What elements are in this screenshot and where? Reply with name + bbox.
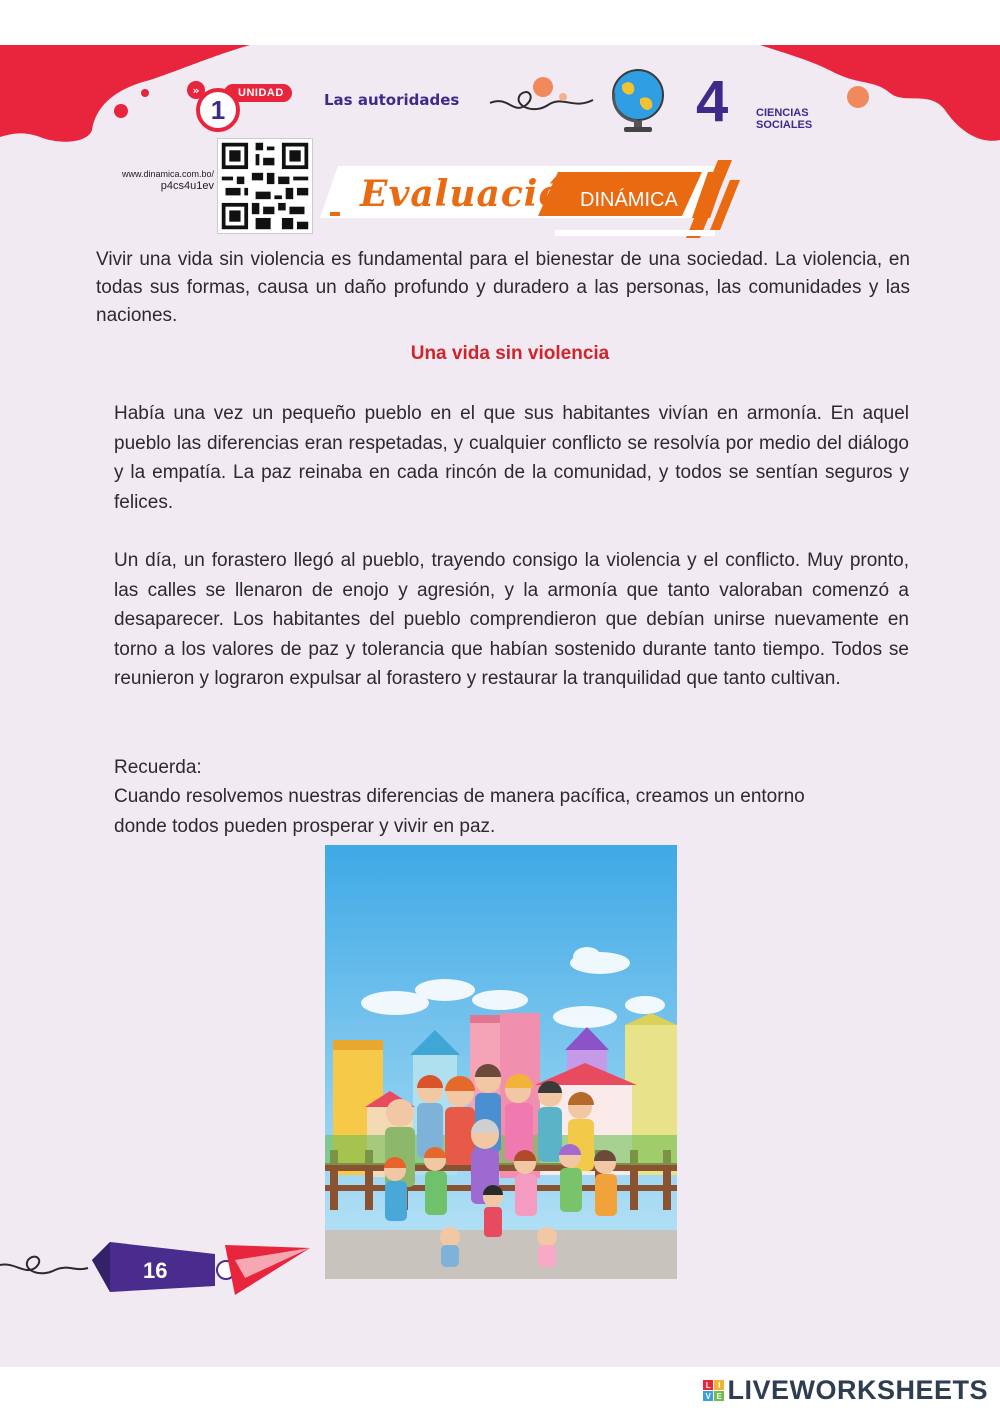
subject-line-1: CIENCIAS xyxy=(756,107,809,119)
logo-letter-e: E xyxy=(714,1391,724,1401)
qr-url-text xyxy=(100,168,214,192)
page-number: 16 xyxy=(143,1258,168,1283)
story-paragraph-2: Un día, un forastero llegó al pueblo, trayendo consigo la violencia y el conflicto. Muy pronto, las calles se llenaron de enojo y agresión, y la armonía que tanto valoraban comenzó a desaparecer. Los habitantes del pueblo comprendieron que debían unirse nuevamente en torno a los valores de paz y tolerancia que habían sostenido durante tanto tiempo. Todos se reunieron y lograron expulsar al forastero y restaurar la tranquilidad que tanto cultivan. xyxy=(114,550,909,689)
liveworksheets-logo-icon xyxy=(703,1380,724,1401)
unit-number: 1 xyxy=(196,88,240,132)
worksheet-page xyxy=(0,45,1000,1367)
subject-label xyxy=(756,107,812,131)
liveworksheets-brand[interactable] xyxy=(703,1375,988,1406)
qr-url-line-1: www.dinamica.com.bo/ xyxy=(121,169,214,179)
grade-number: 4 xyxy=(696,69,729,134)
top-right-wave-decoration xyxy=(740,45,1000,155)
evaluation-subtitle: DINÁMICA xyxy=(580,189,678,211)
subject-line-2: SOCIALES xyxy=(756,119,813,131)
logo-letter-l: L xyxy=(703,1380,713,1390)
unit-label: UNIDAD xyxy=(224,84,292,102)
swirl-decoration xyxy=(488,75,598,125)
logo-letter-v: V xyxy=(703,1391,713,1401)
story-paragraph-1: Había una vez un pequeño pueblo en el que sus habitantes vivían en armonía. En aquel pueblo las diferencias eran respetadas, y cualquier conflicto se resolvía por medio del diálogo y la empatía. La paz reinaba en cada rincón de la comunidad, y todos se sentían seguros y felices. xyxy=(114,403,909,513)
evaluation-title: Evaluación xyxy=(360,173,591,215)
remember-label: Recuerda: xyxy=(114,757,202,778)
topic-title: Las autoridades xyxy=(324,91,460,109)
qr-code[interactable] xyxy=(217,138,313,234)
remember-text: Cuando resolvemos nuestras diferencias de manera pacífica, creamos un entorno donde todos pueden prosperar y vivir en paz. xyxy=(114,786,805,837)
double-chevron-icon: » xyxy=(187,81,205,99)
story-title: Una vida sin violencia xyxy=(410,343,610,364)
logo-letter-i: I xyxy=(714,1380,724,1390)
qr-url-line-2: p4cs4u1ev xyxy=(160,180,214,192)
intro-paragraph: Vivir una vida sin violencia es fundamental para el bienestar de una sociedad. La violencia, en todas sus formas, causa un daño profundo y duradero a las personas, las comunidades y las naciones. xyxy=(96,249,910,326)
community-illustration xyxy=(325,845,677,1279)
liveworksheets-wordmark: LIVEWORKSHEETS xyxy=(727,1375,988,1405)
globe-icon xyxy=(608,65,666,137)
